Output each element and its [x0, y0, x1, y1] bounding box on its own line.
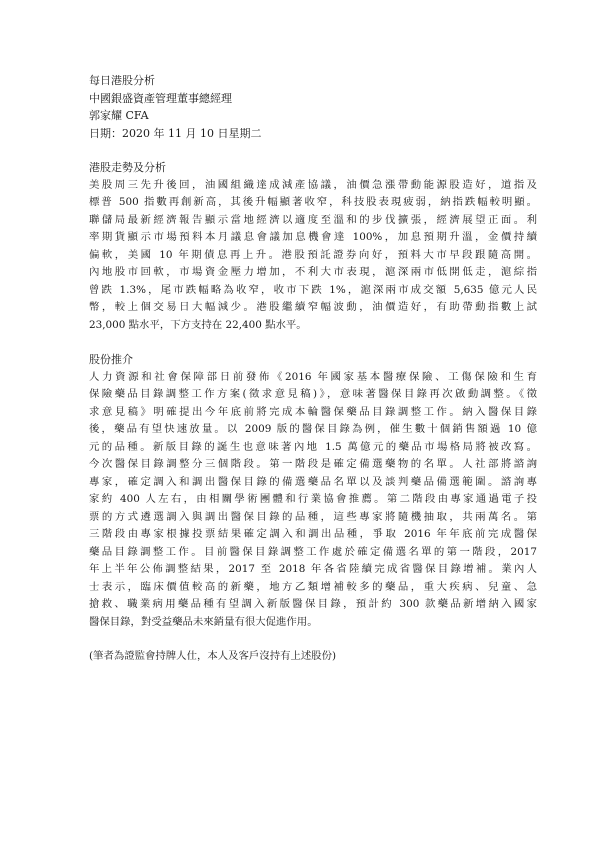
market-analysis-paragraph [89, 177, 537, 335]
stock-recommendation-paragraph [89, 369, 537, 632]
paragraph-line: 人力資源和社會保障部日前發佈《2016 年國家基本醫療保險、工傷保險和生育 [89, 370, 537, 383]
disclaimer-note: (筆者為證監會持牌人仕，本人及客戶沒持有上述股份) [89, 650, 337, 662]
paragraph-line: 搶救、職業病用藥品種有望調入新版醫保目錄，預計約 300 款藥品新增納入國家 [89, 598, 537, 610]
paragraph-line: 三階段由專家根據投票結果確定調入和調出品種，爭取 2016 年年底前完成醫保 [89, 528, 537, 540]
paragraph-line: 今次醫保目錄調整分三個階段。第一階段是確定備選藥物的名單。人社部將諮詢 [89, 458, 537, 470]
paragraph-line: 票的方式遴選調入與調出醫保目錄的品種，這些專家將隨機抽取，共兩萬名。第 [89, 510, 537, 523]
paragraph-line: 保險藥品目錄調整工作方案(徵求意見稿)》，意味著醫保目錄再次啟動調整。《徵 [89, 388, 537, 400]
stock-section-title: 股份推介 [89, 353, 133, 366]
column-name: 每日港股分析 [89, 74, 155, 87]
paragraph-line: 專家，確定調入和調出醫保目錄的備選藥品名單以及談判藥品備選範圍。諮詢專 [89, 475, 537, 488]
paragraph-line: 曾跌 1.3%，尾市跌幅略為收窄，收市下跌 1%，滬深兩市成交額 5,635 億元人民 [89, 283, 537, 296]
paragraph-line: 元的品種。新版目錄的誕生也意味著內地 1.5 萬億元的藥品市場格局將被改寫。 [89, 440, 537, 453]
document-header [89, 72, 537, 142]
paragraph-line: 家約 400 人左右，由相關學術團體和行業協會推薦。第二階段由專家通過電子投 [89, 493, 537, 505]
author-name: 郭家耀 CFA [89, 109, 149, 122]
market-section-title: 港股走勢及分析 [89, 161, 166, 174]
stock-recommendation-section [89, 351, 537, 631]
paragraph-line: 幣，較上個交易日大幅減少。港股繼續窄幅波動，油價造好，有助帶動指數上試 [89, 301, 537, 313]
paragraph-line: 醫保目錄，對受益藥品未來銷量有很大促進作用。 [89, 615, 318, 628]
paragraph-line: 標普 500 指數再創新高，其後升幅顯著收窄，科技股表現疲弱，納指跌幅較明顯。 [89, 196, 537, 208]
paragraph-line: 藥品目錄調整工作。目前醫保目錄調整工作處於確定備選名單的第一階段，2017 [89, 545, 537, 558]
paragraph-line: 後，藥品有望快速放量。以 2009 版的醫保目錄為例，催生數十個銷售額過 10 億 [89, 423, 537, 435]
paragraph-line: 美股周三先升後回，油國組織達成減產協議，油價急漲帶動能源股造好，道指及 [89, 178, 537, 191]
paragraph-line: 士表示，臨床價值較高的新藥，地方乙類增補較多的藥品，重大疾病、兒童、急 [89, 580, 537, 593]
paragraph-line: 率期貨顯示市場預料本月議息會議加息機會達 100%，加息預期升溫，金價持續 [89, 231, 537, 243]
company-title: 中國銀盛資產管理董事總經理 [89, 91, 232, 105]
paragraph-line: 聯儲局最新經濟報告顯示當地經濟以適度至溫和的步伐擴張，經濟展望正面。利 [89, 213, 537, 226]
report-date: 日期：2020 年 11 月 10 日星期二 [89, 126, 262, 140]
paragraph-line: 23,000 點水平，下方支持在 22,400 點水平。 [89, 318, 307, 331]
paragraph-line: 年上半年公佈調整結果，2017 至 2018 年各省陸續完成省醫保目錄增補。業內人 [89, 563, 537, 575]
market-analysis-section [89, 159, 537, 334]
paragraph-line: 內地股市回軟，市場資金壓力增加，不利大市表現，滬深兩市低開低走，滬綜指 [89, 266, 537, 278]
paragraph-line: 求意見稿》明確提出今年底前將完成本輪醫保藥品目錄調整工作。納入醫保目錄 [89, 405, 537, 418]
paragraph-line: 偏軟，美國 10 年期債息再上升。港股預託證券向好，預料大市早段跟隨高開。 [89, 248, 537, 261]
